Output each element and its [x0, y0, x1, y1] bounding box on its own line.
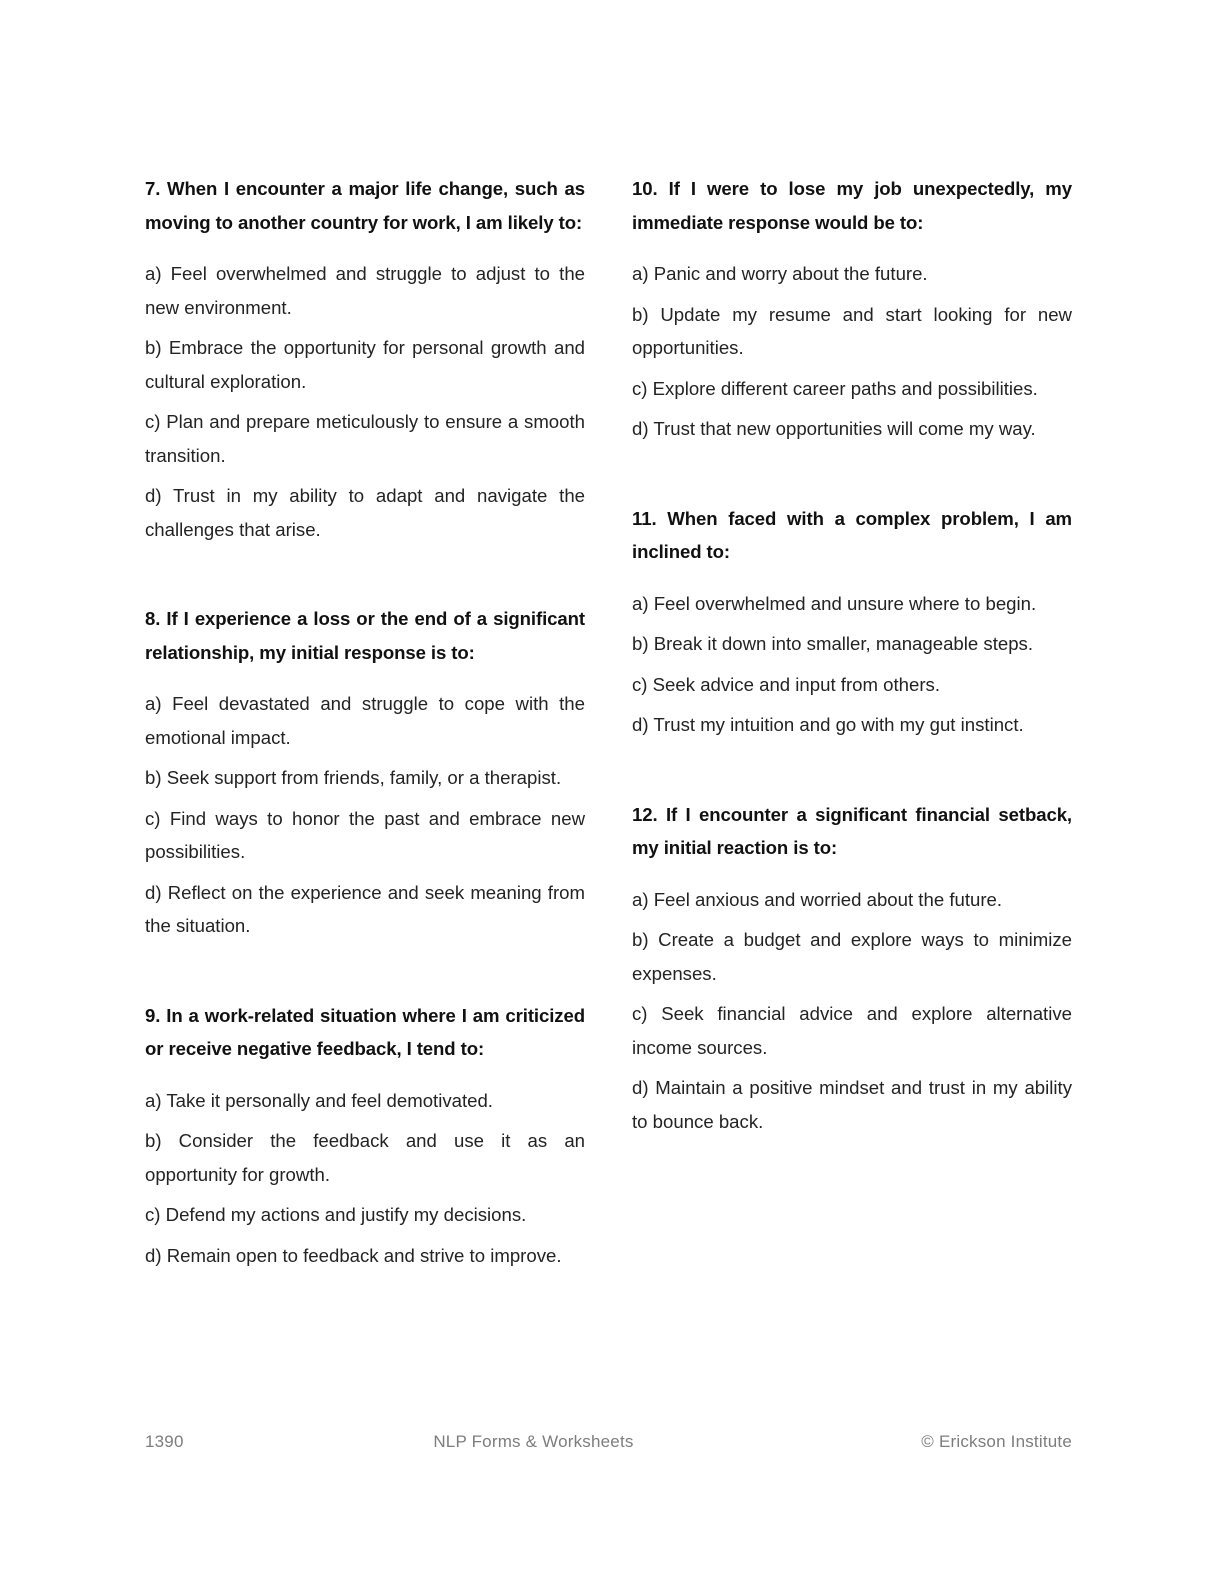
question-7-option-d[interactable]: d) Trust in my ability to adapt and navigate the challenges that arise.	[145, 485, 585, 540]
question-10-option-b[interactable]: b) Update my resume and start looking for new opportunities.	[632, 303, 1072, 358]
question-title-10: 10. If I were to lose my job unexpectedly, my immediate response would be to:	[632, 178, 1072, 233]
question-8-option-b[interactable]: b) Seek support from friends, family, or a therapist.	[145, 767, 562, 788]
question-title-7: 7. When I encounter a major life change, such as moving to another country for work, I am likely to:	[145, 178, 585, 233]
question-block-7	[145, 172, 585, 546]
question-9-option-a[interactable]: a) Take it personally and feel demotivated.	[145, 1089, 493, 1111]
question-11-option-d[interactable]: d) Trust my intuition and go with my gut instinct.	[632, 714, 1024, 735]
right-column	[632, 172, 1072, 1272]
question-title-9: 9. In a work-related situation where I am criticized or receive negative feedback, I tend to:	[145, 1004, 585, 1059]
question-7-option-c[interactable]: c) Plan and prepare meticulously to ensure a smooth transition.	[145, 411, 585, 466]
footer-copyright: © Erickson Institute	[921, 1432, 1072, 1451]
question-title-8: 8. If I experience a loss or the end of a significant relationship, my initial response is to:	[145, 608, 585, 663]
footer-page-number: 1390	[145, 1432, 184, 1451]
questionnaire-content	[145, 172, 1072, 1272]
question-8-option-d[interactable]: d) Reflect on the experience and seek meaning from the situation.	[145, 881, 585, 936]
question-11-option-a[interactable]: a) Feel overwhelmed and unsure where to begin.	[632, 592, 1037, 614]
question-8-option-a[interactable]: a) Feel devastated and struggle to cope with the emotional impact.	[145, 693, 585, 748]
question-block-8	[145, 602, 585, 943]
question-title-12: 12. If I encounter a significant financial setback, my initial reaction is to:	[632, 803, 1072, 858]
question-9-option-d[interactable]: d) Remain open to feedback and strive to improve.	[145, 1244, 562, 1266]
question-12-option-a[interactable]: a) Feel anxious and worried about the future.	[632, 888, 1003, 910]
question-10-option-d[interactable]: d) Trust that new opportunities will come my way.	[632, 418, 1036, 439]
question-title-11: 11. When faced with a complex problem, I am inclined to:	[632, 507, 1072, 562]
question-7-option-b[interactable]: b) Embrace the opportunity for personal growth and cultural exploration.	[145, 337, 585, 392]
question-11-option-b[interactable]: b) Break it down into smaller, manageable steps.	[632, 633, 1034, 654]
page-footer	[145, 1432, 1072, 1452]
question-block-11	[632, 502, 1072, 742]
left-column	[145, 172, 585, 1272]
question-9-option-b[interactable]: b) Consider the feedback and use it as an opportunity for growth.	[145, 1130, 585, 1185]
question-10-option-a[interactable]: a) Panic and worry about the future.	[632, 263, 928, 284]
question-block-10	[632, 172, 1072, 446]
question-11-option-c[interactable]: c) Seek advice and input from others.	[632, 673, 940, 695]
question-8-option-c[interactable]: c) Find ways to honor the past and embrace new possibilities.	[145, 807, 585, 862]
question-block-9	[145, 999, 585, 1273]
footer-document-title: NLP Forms & Worksheets	[433, 1432, 634, 1451]
question-12-option-d[interactable]: d) Maintain a positive mindset and trust in my ability to bounce back.	[632, 1077, 1072, 1132]
question-7-option-a[interactable]: a) Feel overwhelmed and struggle to adjust to the new environment.	[145, 263, 585, 318]
question-12-option-c[interactable]: c) Seek financial advice and explore alternative income sources.	[632, 1003, 1072, 1058]
question-block-12	[632, 798, 1072, 1139]
question-9-option-c[interactable]: c) Defend my actions and justify my decisions.	[145, 1204, 527, 1225]
question-12-option-b[interactable]: b) Create a budget and explore ways to minimize expenses.	[632, 929, 1072, 984]
question-10-option-c[interactable]: c) Explore different career paths and possibilities.	[632, 377, 1038, 399]
